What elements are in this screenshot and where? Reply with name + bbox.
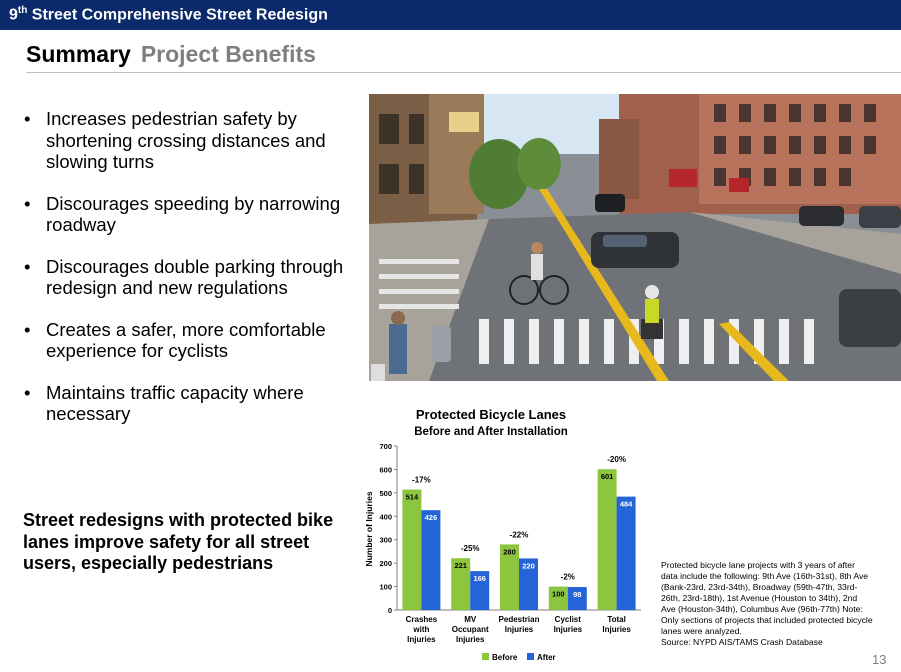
change-label: -2% [560, 572, 575, 582]
street-photo [369, 94, 901, 381]
legend-swatch [527, 653, 534, 660]
benefit-list [22, 108, 362, 445]
x-tick-label: Injuries [455, 635, 485, 644]
benefit-item: • Discourages double parking through redesign and new regulations [24, 255, 344, 298]
x-tick-label: Injuries [407, 635, 436, 644]
footnote [661, 560, 873, 648]
header-bar [0, 0, 901, 30]
change-label: -25% [460, 544, 480, 554]
y-tick-label: 600 [379, 465, 392, 475]
x-tick-label: Crashes [405, 615, 438, 624]
x-tick-label: Total [607, 615, 626, 624]
x-tick-label: Injuries [602, 625, 631, 634]
y-tick-label: 0 [387, 606, 392, 615]
page-title-summary: Summary [26, 41, 131, 67]
bar-after [617, 497, 636, 610]
change-label: -20% [607, 455, 626, 465]
data-label: 100 [552, 589, 565, 599]
data-label: 601 [600, 472, 614, 482]
data-label: 426 [424, 513, 438, 523]
data-label: 166 [473, 574, 486, 584]
data-label: 514 [405, 492, 419, 502]
bar-before [402, 490, 421, 610]
bar-after [421, 510, 440, 610]
footnote-source: Source: NYPD AIS/TAMS Crash Database [661, 637, 823, 647]
bullet-icon: • [24, 108, 31, 129]
benefit-item: • Creates a safer, more comfortable experience for cyclists [24, 318, 326, 361]
page-title [26, 41, 316, 68]
page-subtitle: Project Benefits [140, 41, 316, 67]
y-tick-label: 500 [379, 488, 392, 498]
benefit-item: • Discourages speeding by narrowing roadway [24, 192, 341, 235]
chart-title: Protected Bicycle Lanes [415, 407, 567, 422]
benefit-item: • Maintains traffic capacity where necessary [24, 381, 304, 424]
y-axis-label: Number of Injuries [364, 491, 374, 567]
bar-before [598, 469, 617, 610]
legend-label: Before [492, 653, 518, 662]
y-tick-label: 100 [379, 582, 392, 592]
y-tick-label: 700 [379, 442, 392, 451]
injury-bar-chart [364, 402, 660, 672]
takeaway-statement: Street redesigns with protected bike lanes improve safety for all street users, especially pedestrians [23, 510, 334, 573]
y-tick-label: 400 [379, 512, 392, 522]
bullet-icon: • [24, 318, 31, 340]
x-tick-label: Injuries [553, 625, 583, 634]
page-number: 13 [872, 652, 887, 667]
x-tick-label: Occupant [451, 625, 489, 634]
data-label: 98 [573, 590, 582, 600]
footnote-text: Protected bicycle lane projects with 3 years of after data include the following: 9th Ave (16th-31st), 8th Ave (Bank-23rd, 23rd-34th), Broadway (59th-47th, 33rd-26th, 23rd-18th), 1st Avenue (Houston to 34th), 2nd Ave (Houston-34th), Columbus Ave (96th-77th) Note: Only sections of projects that included protected bicycle lanes were analyzed. [661, 560, 873, 636]
x-tick-label: MV [464, 615, 477, 624]
bullet-icon: • [24, 381, 31, 403]
legend-label: After [537, 653, 556, 662]
x-tick-label: Pedestrian [498, 615, 540, 624]
change-label: -22% [509, 530, 529, 540]
title-divider [26, 72, 901, 73]
y-tick-label: 300 [379, 535, 392, 545]
data-label: 280 [503, 547, 516, 557]
bullet-icon: • [24, 192, 31, 214]
x-tick-label: Cyclist [554, 615, 581, 624]
x-tick-label: Injuries [504, 625, 534, 634]
chart-legend [482, 653, 556, 662]
header-title: 9th Street Comprehensive Street Redesign [9, 5, 328, 24]
chart-subtitle: Before and After Installation [414, 426, 568, 438]
y-tick-label: 200 [379, 559, 392, 569]
change-label: -17% [412, 475, 431, 485]
bullet-icon: • [24, 255, 31, 277]
data-label: 220 [522, 561, 535, 571]
data-label: 484 [619, 499, 633, 509]
benefit-item: • Increases pedestrian safety by shortening crossing distances and slowing turns [24, 108, 326, 172]
x-tick-label: with [413, 625, 430, 634]
legend-swatch [482, 653, 489, 660]
data-label: 221 [454, 561, 467, 571]
